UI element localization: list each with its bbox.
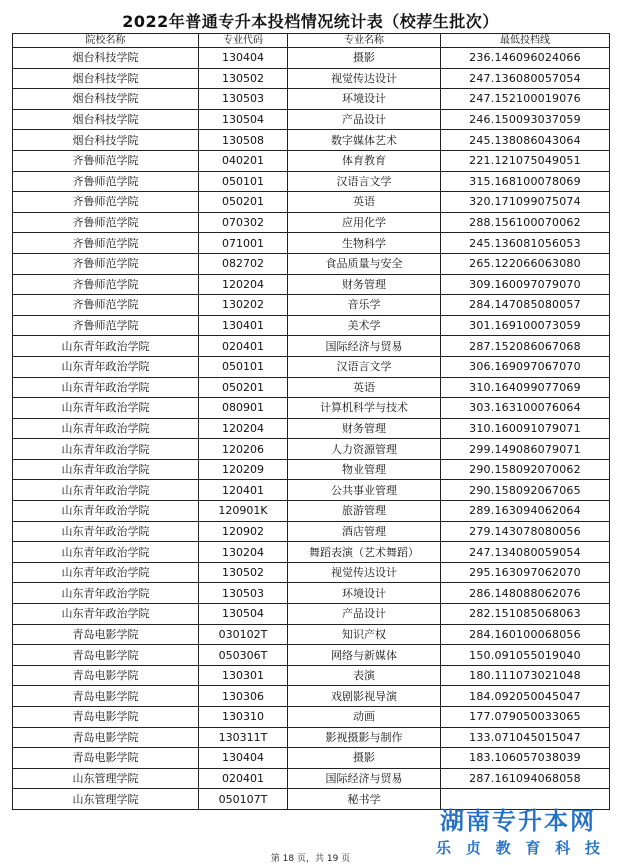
cell-major-code: 130204 — [199, 542, 288, 563]
cell-min-score: 284.147085080057 — [441, 295, 610, 316]
cell-major-code: 050201 — [199, 192, 288, 213]
cell-school: 山东青年政治学院 — [13, 501, 199, 522]
cell-major-name: 国际经济与贸易 — [288, 336, 441, 357]
table-row — [13, 459, 610, 480]
cell-school: 齐鲁师范学院 — [13, 253, 199, 274]
table-row — [13, 48, 610, 69]
cell-major-code: 130502 — [199, 562, 288, 583]
watermark-main-text: 湖南专升本网 — [440, 807, 596, 835]
cell-major-name: 英语 — [288, 192, 441, 213]
cell-major-code: 120901K — [199, 501, 288, 522]
cell-min-score: 245.138086043064 — [441, 130, 610, 151]
cell-school: 齐鲁师范学院 — [13, 274, 199, 295]
cell-min-score: 279.143078080056 — [441, 521, 610, 542]
cell-major-code: 020401 — [199, 768, 288, 789]
cell-school: 山东青年政治学院 — [13, 562, 199, 583]
cell-min-score: 184.092050045047 — [441, 686, 610, 707]
cell-min-score: 310.164099077069 — [441, 377, 610, 398]
cell-major-code: 070302 — [199, 212, 288, 233]
cell-min-score: 246.150093037059 — [441, 109, 610, 130]
cell-min-score: 245.136081056053 — [441, 233, 610, 254]
cell-major-name: 摄影 — [288, 48, 441, 69]
cell-school: 烟台科技学院 — [13, 68, 199, 89]
table-row — [13, 748, 610, 769]
cell-major-name: 人力资源管理 — [288, 439, 441, 460]
cell-major-code: 130504 — [199, 604, 288, 625]
cell-school: 青岛电影学院 — [13, 707, 199, 728]
cell-major-name: 财务管理 — [288, 418, 441, 439]
cell-min-score: 315.168100078069 — [441, 171, 610, 192]
cell-major-name: 摄影 — [288, 748, 441, 769]
cell-major-name: 表演 — [288, 665, 441, 686]
cell-major-code: 120204 — [199, 274, 288, 295]
watermark-sub-text — [418, 838, 618, 858]
cell-major-code: 130306 — [199, 686, 288, 707]
watermark-char: 技 — [584, 839, 600, 857]
table-row — [13, 542, 610, 563]
header-school: 院校名称 — [13, 34, 199, 48]
table-row — [13, 398, 610, 419]
cell-school: 齐鲁师范学院 — [13, 171, 199, 192]
table-body — [13, 48, 610, 810]
cell-major-code: 130404 — [199, 48, 288, 69]
cell-min-score: 290.158092070062 — [441, 459, 610, 480]
table-row — [13, 171, 610, 192]
cell-school: 齐鲁师范学院 — [13, 150, 199, 171]
cell-min-score: 150.091055019040 — [441, 645, 610, 666]
cell-min-score: 303.163100076064 — [441, 398, 610, 419]
cell-major-code: 130503 — [199, 89, 288, 110]
cell-major-name: 环境设计 — [288, 583, 441, 604]
cell-major-code: 130404 — [199, 748, 288, 769]
cell-major-code: 120902 — [199, 521, 288, 542]
cell-min-score: 287.152086067068 — [441, 336, 610, 357]
table-row — [13, 68, 610, 89]
cell-major-name: 酒店管理 — [288, 521, 441, 542]
cell-major-name: 动画 — [288, 707, 441, 728]
cell-major-code: 082702 — [199, 253, 288, 274]
cell-min-score: 295.163097062070 — [441, 562, 610, 583]
cell-school: 山东青年政治学院 — [13, 521, 199, 542]
table-row — [13, 336, 610, 357]
cell-school: 山东青年政治学院 — [13, 480, 199, 501]
cell-min-score: 236.146096024066 — [441, 48, 610, 69]
cell-major-name: 视觉传达设计 — [288, 562, 441, 583]
cell-school: 山东青年政治学院 — [13, 542, 199, 563]
cell-major-code: 050306T — [199, 645, 288, 666]
cell-major-code: 030102T — [199, 624, 288, 645]
header-major-name: 专业名称 — [288, 34, 441, 48]
cell-school: 山东青年政治学院 — [13, 604, 199, 625]
page-title: 2022年普通专升本投档情况统计表（校荐生批次） — [122, 12, 499, 31]
cell-major-code: 040201 — [199, 150, 288, 171]
header-min-score: 最低投档线 — [441, 34, 610, 48]
cell-major-name: 汉语言文学 — [288, 171, 441, 192]
cell-major-code: 130401 — [199, 315, 288, 336]
cell-major-name: 英语 — [288, 377, 441, 398]
cell-major-name: 产品设计 — [288, 604, 441, 625]
cell-min-score: 286.148088062076 — [441, 583, 610, 604]
table-row — [13, 521, 610, 542]
cell-major-name: 国际经济与贸易 — [288, 768, 441, 789]
cell-min-score: 288.156100070062 — [441, 212, 610, 233]
cell-min-score: 306.169097067070 — [441, 356, 610, 377]
table-row — [13, 727, 610, 748]
cell-major-name: 体育教育 — [288, 150, 441, 171]
cell-min-score: 177.079050033065 — [441, 707, 610, 728]
cell-school: 齐鲁师范学院 — [13, 295, 199, 316]
cell-school: 山东青年政治学院 — [13, 418, 199, 439]
cell-major-name: 食品质量与安全 — [288, 253, 441, 274]
cell-major-code: 120401 — [199, 480, 288, 501]
table-row — [13, 233, 610, 254]
cell-min-score: 221.121075049051 — [441, 150, 610, 171]
cell-major-code: 071001 — [199, 233, 288, 254]
cell-school: 烟台科技学院 — [13, 48, 199, 69]
cell-major-name: 物业管理 — [288, 459, 441, 480]
cell-school: 青岛电影学院 — [13, 665, 199, 686]
cell-major-code: 080901 — [199, 398, 288, 419]
watermark-char: 教 — [495, 839, 511, 857]
cell-major-name: 环境设计 — [288, 89, 441, 110]
watermark-char: 科 — [555, 839, 571, 857]
cell-major-name: 音乐学 — [288, 295, 441, 316]
cell-school: 齐鲁师范学院 — [13, 212, 199, 233]
cell-major-code: 130311T — [199, 727, 288, 748]
table-row — [13, 686, 610, 707]
watermark-char: 乐 — [436, 839, 452, 857]
cell-major-code: 120204 — [199, 418, 288, 439]
cell-min-score: 290.158092067065 — [441, 480, 610, 501]
table-row — [13, 439, 610, 460]
cell-major-name: 应用化学 — [288, 212, 441, 233]
cell-school: 山东青年政治学院 — [13, 356, 199, 377]
cell-major-name: 美术学 — [288, 315, 441, 336]
cell-major-name: 产品设计 — [288, 109, 441, 130]
cell-min-score: 301.169100073059 — [441, 315, 610, 336]
table-row — [13, 130, 610, 151]
cell-school: 青岛电影学院 — [13, 645, 199, 666]
cell-major-code: 120206 — [199, 439, 288, 460]
cell-school: 齐鲁师范学院 — [13, 233, 199, 254]
cell-school: 山东管理学院 — [13, 768, 199, 789]
cell-min-score: 247.136080057054 — [441, 68, 610, 89]
cell-major-code: 130502 — [199, 68, 288, 89]
cell-major-code: 050101 — [199, 171, 288, 192]
cell-major-name: 戏剧影视导演 — [288, 686, 441, 707]
table-row — [13, 109, 610, 130]
cell-school: 青岛电影学院 — [13, 686, 199, 707]
table-row — [13, 624, 610, 645]
cell-major-code: 120209 — [199, 459, 288, 480]
cell-school: 山东青年政治学院 — [13, 583, 199, 604]
cell-major-code: 130504 — [199, 109, 288, 130]
table-row — [13, 604, 610, 625]
cell-major-name: 旅游管理 — [288, 501, 441, 522]
table-row — [13, 480, 610, 501]
cell-major-code: 050107T — [199, 789, 288, 810]
cell-min-score: 310.160091079071 — [441, 418, 610, 439]
cell-major-code: 020401 — [199, 336, 288, 357]
table-row — [13, 768, 610, 789]
cell-major-name: 汉语言文学 — [288, 356, 441, 377]
cell-school: 山东青年政治学院 — [13, 398, 199, 419]
table-row — [13, 192, 610, 213]
cell-school: 青岛电影学院 — [13, 624, 199, 645]
cell-major-code: 130508 — [199, 130, 288, 151]
cell-major-name: 计算机科学与技术 — [288, 398, 441, 419]
table-row — [13, 356, 610, 377]
cell-min-score: 284.160100068056 — [441, 624, 610, 645]
cell-major-name: 公共事业管理 — [288, 480, 441, 501]
cell-school: 青岛电影学院 — [13, 748, 199, 769]
cell-school: 山东青年政治学院 — [13, 459, 199, 480]
cell-major-code: 130202 — [199, 295, 288, 316]
table-row — [13, 377, 610, 398]
cell-min-score: 309.160097079070 — [441, 274, 610, 295]
cell-min-score: 247.152100019076 — [441, 89, 610, 110]
cell-major-code: 050101 — [199, 356, 288, 377]
watermark-char: 育 — [525, 839, 541, 857]
table-row — [13, 418, 610, 439]
admission-table — [12, 33, 610, 810]
cell-min-score: 133.071045015047 — [441, 727, 610, 748]
cell-major-code: 130301 — [199, 665, 288, 686]
cell-min-score: 247.134080059054 — [441, 542, 610, 563]
table-row — [13, 583, 610, 604]
cell-major-name: 舞蹈表演（艺术舞蹈） — [288, 542, 441, 563]
cell-major-name: 数字媒体艺术 — [288, 130, 441, 151]
cell-major-name: 生物科学 — [288, 233, 441, 254]
cell-major-name: 网络与新媒体 — [288, 645, 441, 666]
table-header-row — [13, 34, 610, 48]
cell-min-score: 299.149086079071 — [441, 439, 610, 460]
cell-school: 山东青年政治学院 — [13, 336, 199, 357]
cell-school: 青岛电影学院 — [13, 727, 199, 748]
cell-major-name: 影视摄影与制作 — [288, 727, 441, 748]
table-row — [13, 295, 610, 316]
cell-min-score: 289.163094062064 — [441, 501, 610, 522]
cell-major-name: 财务管理 — [288, 274, 441, 295]
cell-school: 烟台科技学院 — [13, 109, 199, 130]
cell-school: 齐鲁师范学院 — [13, 192, 199, 213]
page-footer: 第 18 页，共 19 页 — [270, 854, 351, 864]
table-row — [13, 501, 610, 522]
watermark-char: 贞 — [465, 839, 481, 857]
cell-min-score: 287.161094068058 — [441, 768, 610, 789]
cell-min-score: 183.106057038039 — [441, 748, 610, 769]
table-row — [13, 212, 610, 233]
cell-school: 山东管理学院 — [13, 789, 199, 810]
table-row — [13, 253, 610, 274]
cell-school: 山东青年政治学院 — [13, 377, 199, 398]
cell-major-code: 130310 — [199, 707, 288, 728]
table-row — [13, 645, 610, 666]
watermark-logo — [418, 806, 618, 858]
table-row — [13, 707, 610, 728]
table-row — [13, 89, 610, 110]
table-row — [13, 315, 610, 336]
cell-major-code: 130503 — [199, 583, 288, 604]
cell-major-name: 秘书学 — [288, 789, 441, 810]
cell-min-score: 320.171099075074 — [441, 192, 610, 213]
table-row — [13, 562, 610, 583]
cell-min-score: 282.151085068063 — [441, 604, 610, 625]
table-row — [13, 150, 610, 171]
cell-major-name: 视觉传达设计 — [288, 68, 441, 89]
header-major-code: 专业代码 — [199, 34, 288, 48]
cell-min-score: 265.122066063080 — [441, 253, 610, 274]
cell-min-score: 180.111073021048 — [441, 665, 610, 686]
cell-school: 烟台科技学院 — [13, 89, 199, 110]
cell-school: 齐鲁师范学院 — [13, 315, 199, 336]
table-row — [13, 274, 610, 295]
cell-school: 烟台科技学院 — [13, 130, 199, 151]
cell-major-name: 知识产权 — [288, 624, 441, 645]
table-row — [13, 665, 610, 686]
cell-school: 山东青年政治学院 — [13, 439, 199, 460]
cell-major-code: 050201 — [199, 377, 288, 398]
